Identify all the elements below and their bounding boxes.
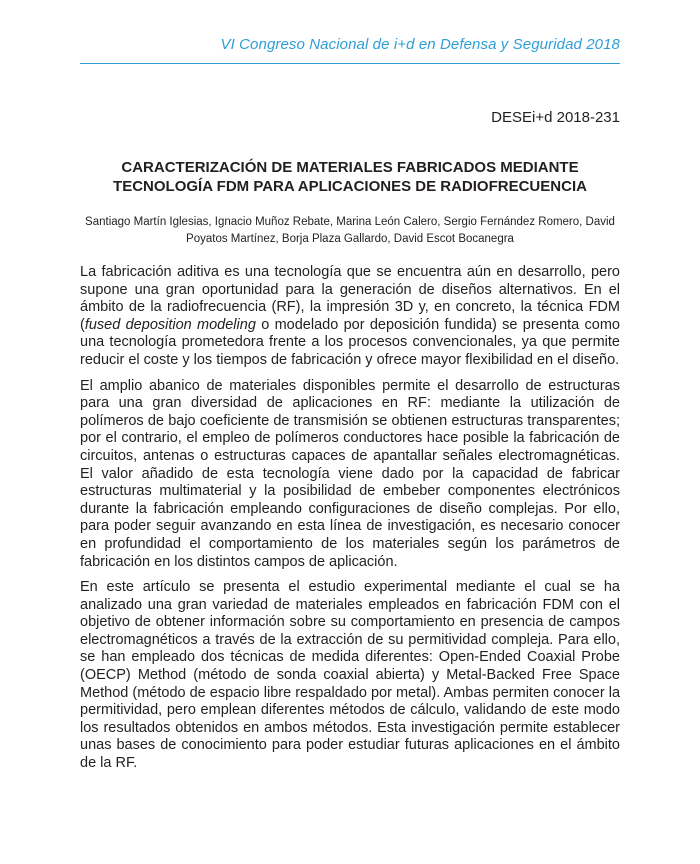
title-line-2: TECNOLOGÍA FDM PARA APLICACIONES DE RADIOFRECUENCIA [113, 178, 587, 195]
abstract-paragraph-3: En este artículo se presenta el estudio experimental mediante el cual se ha analizado una gran variedad de materiales empleados en fabricación FDM con el objetivo de obtener información sobre su comportamiento en presencia de campos electromagnéticos a través de la extracción de su permitividad compleja. Para ello, se han empleado dos técnicas de medida diferentes: Open-Ended Coaxial Probe (OECP) Method (método de sonda coaxial abierta) y Metal-Backed Free Space Method (método de espacio libre respaldado por metal). Ambas permiten conocer la permitividad, pero emplean diferentes métodos de cálculo, validando de este modo los resultados obtenidos en ambos métodos. Esta investigación permite establecer unas bases de conocimiento para poder estudiar futuras aplicaciones en el ámbito de la RF. [80, 579, 621, 772]
paragraph-1-italic-term: fused deposition modeling [84, 316, 256, 333]
page-header [80, 36, 620, 54]
header-divider [80, 63, 620, 64]
abstract-paragraph-2: El amplio abanico de materiales disponibles permite el desarrollo de estructuras para una gran diversidad de aplicaciones en RF: mediante la utilización de polímeros de bajo coeficiente de transmisión se obtienen estructuras transparentes; por el contrario, el empleo de polímeros conductores hace posible la fabricación de circuitos, antenas o estructuras capaces de apantallar señales electromagnéticas. El valor añadido de esta tecnología viene dado por la capacidad de fabricar estructuras multimaterial y la posibilidad de embeber componentes electrónicos durante la fabricación empleando configuraciones de diseño complejas. Por ello, para poder seguir avanzando en esta línea de investigación, es necesario conocer en profundidad el comportamiento de los materiales según los parámetros de fabricación en los distintos campos de aplicación. [80, 377, 620, 570]
author-list: Santiago Martín Iglesias, Ignacio Muñoz Rebate, Marina León Calero, Sergio Fernández Romero, David Poyatos Martínez, Borja Plaza Gallardo, David Escot Bocanegra [85, 216, 615, 245]
conference-name: VI Congreso Nacional de i+d en Defensa y Seguridad 2018 [220, 36, 620, 53]
paragraph-1-text-end: o modelado por deposición fundida) se presenta como una tecnología prometedora frente a los procesos convencionales, ya que permite reducir el coste y los tiempos de fabricación y ofrece mayor flexibilidad en el diseño. [80, 316, 620, 368]
abstract-paragraph-1 [80, 264, 620, 370]
paper-reference: DESEi+d 2018-231 [491, 109, 620, 126]
title-line-1: CARACTERIZACIÓN DE MATERIALES FABRICADOS MEDIANTE [121, 159, 579, 176]
paragraph-1-text-start: La fabricación aditiva es una tecnología que se encuentra aún en desarrollo, pero supone una gran oportunidad para la generación de diseños alternativos. En el ámbito de la radiofrecuencia (RF), la impresión 3D y, en concreto, la técnica FDM ( [80, 264, 620, 333]
paper-title [80, 158, 620, 196]
abstract-body [80, 264, 620, 781]
